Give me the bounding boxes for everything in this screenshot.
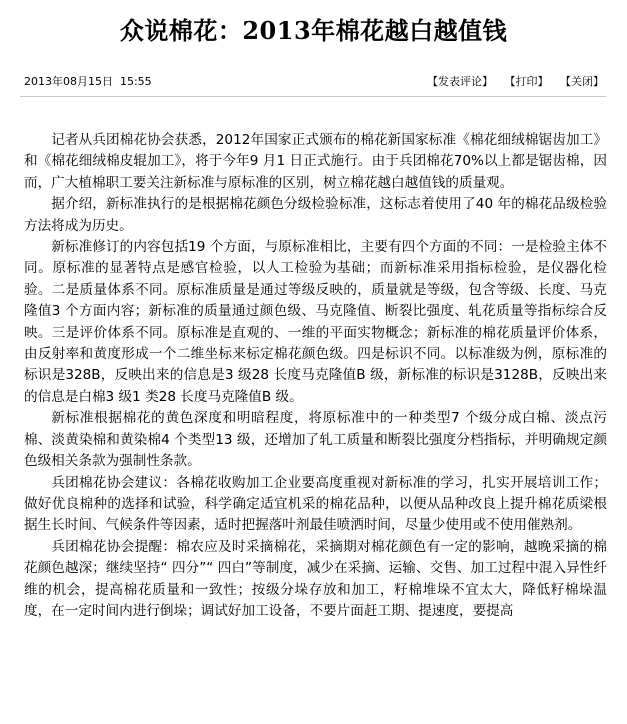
paragraph: 新标准根据棉花的黄色深度和明暗程度，将原标准中的一种类型7 个级分成白棉、淡点污棉、淡黄染棉和黄染棉4 个类型13 级，还增加了轧工质量和断裂比强度分档指标，并明确规定颜色级相关条款为强制性条款。 <box>24 410 607 470</box>
article-body <box>24 130 607 622</box>
paragraph: 兵团棉花协会提醒：棉农应及时采摘棉花，采摘期对棉花颜色有一定的影响，越晚采摘的棉花颜色越深；继续坚持“ 四分”“ 四白”等制度，减少在采摘、运输、交售、加工过程中混入异性纤维的机会，提高棉花质量和一致性；按级分垛存放和加工，籽棉堆垛不宜太大，降低籽棉垛温度，在一定时间内进行倒垛；调试好加工设备，不要片面赶工期、提速度，要提高 <box>24 538 607 619</box>
paragraph: 记者从兵团棉花协会获悉，2012年国家正式颁布的棉花新国家标准《棉花细绒棉锯齿加工》和《棉花细绒棉皮辊加工》，将于今年9 月1 日正式施行。由于兵团棉花70%以上都是锯齿棉，因而，广大植棉职工要关注新标准与原标准的区别，树立棉花越白越值钱的质量观。 <box>24 132 607 191</box>
print-link[interactable]: 【打印】 <box>504 75 549 88</box>
article-actions <box>419 73 604 91</box>
post-comment-link[interactable]: 【发表评论】 <box>427 75 493 88</box>
publish-date: 2013年08月15日 15:55 <box>24 75 152 88</box>
article-title: 众说棉花：2013年棉花越白越值钱 <box>119 16 508 45</box>
paragraph: 新标准修订的内容包括19 个方面，与原标准相比，主要有四个方面的不同：一是检验主体不同。原标准的显著特点是感官检验，以人工检验为基础；而新标准采用指标检验，是仪器化检验。二是质量体系不同。原标准质量是通过等级反映的，质量就是等级，包含等级、长度、马克隆值3 个方面内容；新标准的质量通过颜色级、马克隆值、断裂比强度、轧花质量等指标综合反映。三是评价体系不同。原标准是直观的、一维的平面实物概念；新标准的棉花质量评价体系，由反射率和黄度形成一个二维坐标来标定棉花颜色级。四是标识不同。以标准级为例，原标准的标识是328B，反映出来的信息是3 级28 长度马克隆值B 级，新标准的标识是3128B，反映出来的信息是白棉3 级1 类28 长度马克隆值B 级。 <box>24 239 607 405</box>
header-divider <box>20 96 606 97</box>
paragraph: 兵团棉花协会建议：各棉花收购加工企业要高度重视对新标准的学习，扎实开展培训工作；做好优良棉种的选择和试验，科学确定适宜机采的棉花品种，以便从品种改良上提升棉花质梁根据生长时间、气候条件等因素，适时把握落叶剂最佳喷洒时间，尽量少使用或不使用催熟剂。 <box>24 474 607 534</box>
close-link[interactable]: 【关闭】 <box>560 75 604 88</box>
article-meta-bar <box>24 73 604 91</box>
paragraph: 据介绍，新标准执行的是根据棉花颜色分级检验标准，这标志着使用了40 年的棉花品级检验方法将成为历史。 <box>24 196 607 234</box>
